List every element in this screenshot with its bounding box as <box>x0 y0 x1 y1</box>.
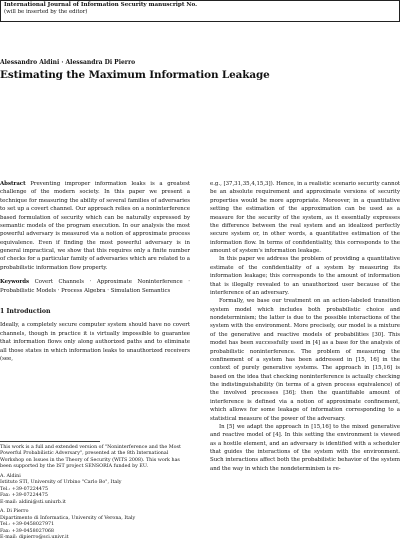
address-aldini <box>0 474 190 506</box>
abstract-label: Abstract <box>0 181 26 187</box>
paper-title: Estimating the Maximum Information Leakage <box>0 69 270 81</box>
body-paragraph: In this paper we address the problem of providing a quantitative estimate of the confidentiality of a system by measuring its information leakage; this corresponds to the amount of information that is illegally revealed to an unauthorized user because of the interference of an adversary. <box>210 256 400 296</box>
author-list: Alessandro Aldini · Alessandra Di Pierro <box>0 59 136 66</box>
intro-paragraph: Ideally, a completely secure computer system should have no covert channels, though in practice it is virtually impossible to guarantee that information flows only along authorized paths and to eliminate all those states in which information leaks to unauthorized receivers (see, <box>0 322 190 362</box>
abstract <box>0 180 190 272</box>
address-name: A. Di Pierro <box>0 509 29 515</box>
body-paragraph: In [5] we adapt the approach in [15,16] to the mixed generative and reactive model of [4]. In this setting the environment is viewed as a hostile element, and an adversary is identified with a scheduler that guides the interactions of the system with the environment. Such interactions affect both the probabilistic behavior of the system and the way in which the nondeterminism is re- <box>210 423 400 472</box>
footnote-rule <box>0 441 100 442</box>
body-paragraph: Formally, we base our treatment on an action-labeled transition system model which includes both probabilistic choice and nondeterminism; the latter is due to the possible interactions of the system with the environment. More precisely, our model is a mixture of the generative and reactive models of probabilities [30]. This model has been successfully used in [4] as a base for the analysis of probabilistic noninterference. The problem of measuring the confinement of a system has been addressed in [15, 16] in the context of purely generative systems. The approach in [15,16] is based on the idea that checking noninterference is actually checking the indistinguishability (in terms of a given process equivalence) of the involved processes [36]; then the quantifiable amount of interference is defined via a notion of approximate confinement, which allows for some leakage of information corresponding to a statistical measure of the power of the adversary. <box>210 298 400 422</box>
keywords <box>0 278 190 295</box>
funding-footnote: This work is a full and extended version of "Noninterference and the Most Powerful Probabilistic Adversary", presented at the 8th International Workshop on Issues in the Theory of Security (WITS 2008). This work has been supported by the IST project SENSORIA funded by EU. <box>0 445 181 470</box>
address-dipierro <box>0 509 190 541</box>
right-column <box>210 180 400 473</box>
address-fax: Fax: +39-07224475 <box>0 493 48 499</box>
left-column <box>0 180 190 363</box>
address-tel: Tel.: +39-07224475 <box>0 486 49 492</box>
keywords-label: Keywords <box>0 279 30 286</box>
body-paragraph: e.g., [37,31,35,4,15,3]). Hence, in a realistic scenario security cannot be an absolute requirement and approximate versions of security properties would be more appropriate. Moreover, in a quantitative setting the estimation of the approximation can be used as a measure for the security of the system, as it essentially expresses the difference between the real system and an idealized perfectly secure system or, in other words, a quantitative estimation of the information flow. In terms of confidentiality, this corresponds to the amount of system's information leakage. <box>210 181 400 254</box>
address-email: E-mail: dipierro@sci.univr.it <box>0 535 69 541</box>
footnote-block <box>0 441 190 542</box>
address-tel: Tel.: +39-0458027971 <box>0 522 55 528</box>
address-fax: Fax: +39-0458027068 <box>0 528 54 534</box>
journal-header <box>0 0 400 22</box>
address-institute: Dipartimento di Informatica, University of Verona, Italy <box>0 515 136 521</box>
address-name: A. Aldini <box>0 473 21 479</box>
section-heading: 1 Introduction <box>0 307 51 315</box>
abstract-text: Preventing improper information leaks is a greatest challenge of the modern society. In this paper we present a technique for measuring the ability of several families of adversaries to set up a covert channel. Our approach relies on a noninterference based formulation of security which can be naturally expressed by semantic models of the program execution. In our analysis the most powerful adversary is measured via a notion of approximate process equivalence. Even if finding the most powerful adversary is in general impractical, we show that this requires only a finite number of checks for a particular family of adversaries which are related to a probabilistic information flow property. <box>0 181 190 271</box>
editor-note: (will be inserted by the editor) <box>4 8 88 15</box>
address-email: E-mail: aldini@sti.uniurb.it <box>0 499 66 505</box>
journal-name: International Journal of Information Security manuscript No. <box>4 2 198 8</box>
address-institute: Istituto STI, University of Urbino "Carlo Bo", Italy <box>0 480 122 486</box>
keywords-text: Covert Channels · Approximate Noninterference · Probabilistic Models · Process Algebra · Simulation Semantics <box>0 279 190 294</box>
